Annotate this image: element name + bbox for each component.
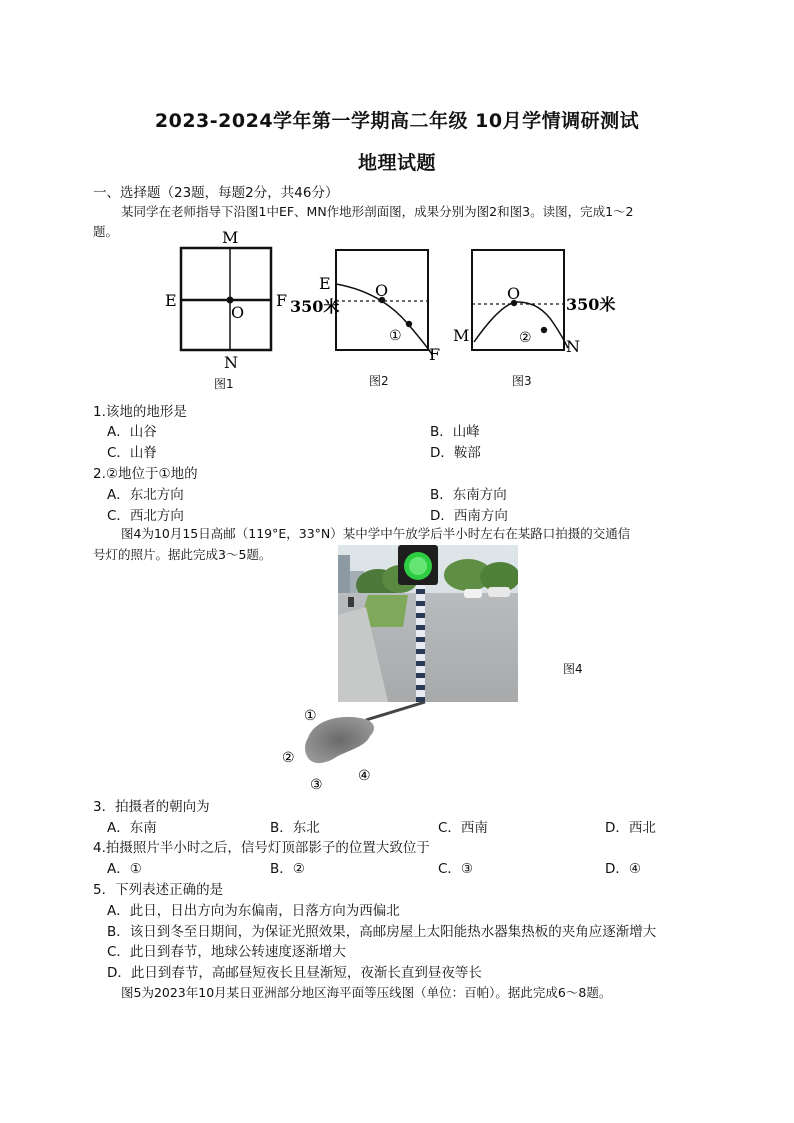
- shadow-mark-3: ③: [310, 777, 323, 793]
- intro-1-line1: 某同学在老师指导下沿图1中EF、MN作地形剖面图，成果分别为图2和图3。读图，完成1～2: [121, 204, 634, 219]
- fig2-label-elev: 350米: [290, 297, 340, 316]
- q4-option-b: B．②: [270, 861, 305, 877]
- q2-option-d: D．西南方向: [430, 508, 508, 524]
- q5-option-b: B．该日到冬至日期间，为保证光照效果，高邮房屋上太阳能热水器集热板的夹角应逐渐增大: [107, 924, 657, 940]
- q4-stem: 4.拍摄照片半小时之后，信号灯顶部影子的位置大致位于: [93, 840, 430, 856]
- q3-option-a: A．东南: [107, 820, 157, 836]
- q2-stem: 2.②地位于①地的: [93, 466, 198, 482]
- q1-option-d: D．鞍部: [430, 445, 481, 461]
- fig1-label-n: N: [224, 353, 238, 372]
- shadow-mark-4: ④: [358, 768, 371, 784]
- fig1-label-o: O: [231, 303, 245, 322]
- q4-option-c: C．③: [438, 861, 474, 877]
- q1-option-a: A．山谷: [107, 424, 157, 440]
- fig3-label-elev: 350米: [566, 295, 616, 314]
- fig4-caption: 图4: [563, 662, 583, 676]
- fig2-caption: 图2: [369, 374, 389, 388]
- figure-2: [286, 244, 446, 364]
- q5-option-c: C．此日到春节，地球公转速度逐渐增大: [107, 944, 346, 960]
- q2-option-a: A．东北方向: [107, 487, 184, 503]
- q1-stem: 1.该地的地形是: [93, 404, 187, 420]
- q5-option-a: A．此日，日出方向为东偏南，日落方向为西偏北: [107, 903, 400, 919]
- section-heading: 一、选择题（23题，每题2分，共46分）: [93, 185, 339, 201]
- fig3-caption: 图3: [512, 374, 532, 388]
- q3-option-d: D．西北: [605, 820, 656, 836]
- figure-4-photo: [338, 545, 518, 702]
- q2-option-c: C．西北方向: [107, 508, 184, 524]
- figure-4-shadow: [270, 698, 435, 798]
- intro-2-line1: 图4为10月15日高邮（119°E，33°N）某中学中午放学后半小时左右在某路口拍摄的交通信: [121, 526, 631, 541]
- q3-stem: 3．拍摄者的朝向为: [93, 799, 210, 815]
- q4-option-a: A．①: [107, 861, 142, 877]
- q3-option-b: B．东北: [270, 820, 320, 836]
- figure-1: [160, 226, 290, 376]
- q3-option-c: C．西南: [438, 820, 488, 836]
- page-subtitle: 地理试题: [357, 152, 436, 174]
- fig2-label-o: O: [375, 281, 389, 300]
- fig3-label-point2: ②: [519, 330, 532, 346]
- fig1-label-e: E: [165, 291, 177, 310]
- fig3-label-m: M: [453, 326, 470, 345]
- shadow-mark-1: ①: [304, 708, 317, 724]
- q5-option-d: D．此日到春节，高邮昼短夜长且昼渐短，夜渐长直到昼夜等长: [107, 965, 482, 981]
- q4-option-d: D．④: [605, 861, 641, 877]
- fig2-label-f: F: [429, 345, 441, 364]
- shadow-mark-2: ②: [282, 750, 295, 766]
- page-title: 2023-2024学年第一学期高二年级 10月学情调研测试: [154, 110, 640, 132]
- fig1-label-m: M: [222, 228, 239, 247]
- intro-2-line2: 号灯的照片。据此完成3～5题。: [93, 547, 272, 562]
- fig2-label-e: E: [319, 274, 331, 293]
- intro-3-line1: 图5为2023年10月某日亚洲部分地区海平面等压线图（单位：百帕）。据此完成6～8题。: [121, 985, 612, 1000]
- fig1-caption: 图1: [214, 377, 234, 391]
- intro-1-line2: 题。: [93, 224, 119, 239]
- fig1-label-f: F: [276, 291, 288, 310]
- fig2-label-point1: ①: [389, 328, 402, 344]
- fig3-label-n: N: [566, 337, 580, 356]
- q1-option-b: B．山峰: [430, 424, 480, 440]
- figure-3: [450, 244, 620, 364]
- fig3-label-o: O: [507, 284, 521, 303]
- q5-stem: 5．下列表述正确的是: [93, 882, 224, 898]
- q1-option-c: C．山脊: [107, 445, 157, 461]
- q2-option-b: B．东南方向: [430, 487, 507, 503]
